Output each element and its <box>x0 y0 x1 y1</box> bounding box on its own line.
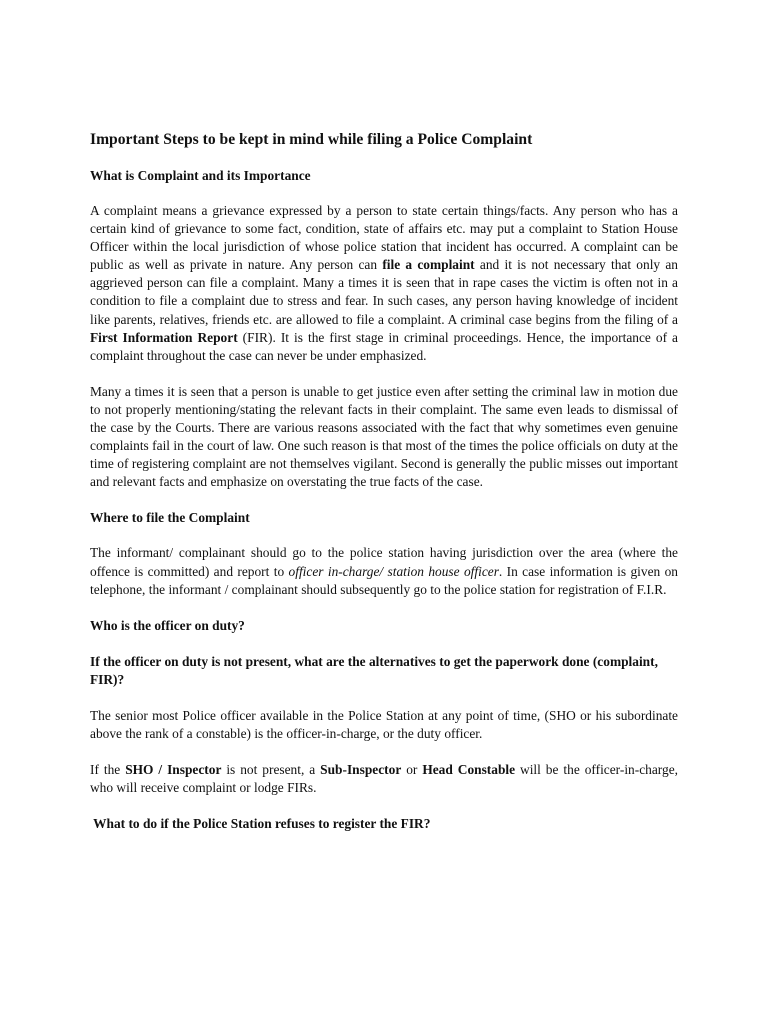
bold-head-constable: Head Constable <box>422 761 516 777</box>
spacer <box>90 689 678 707</box>
spacer <box>90 185 678 202</box>
paragraph-senior-most-officer: The senior most Police officer available in the Police Station at any point of time, (SHO or his subordinate above the rank of a constable) is the officer-in-charge, or the duty officer. <box>90 707 678 741</box>
bold-file-a-complaint: file a complaint <box>382 257 475 273</box>
bold-sho-inspector: SHO / Inspector <box>125 761 222 777</box>
spacer <box>90 797 678 815</box>
spacer <box>90 365 678 383</box>
document-title: Important Steps to be kept in mind while filing a Police Complaint <box>90 131 533 148</box>
paragraph-sho-not-present: If the SHO / Inspector is not present, a Sub-Inspector or Head Constable will be the officer-in-charge, who will receive complaint or lodge FIRs. <box>90 761 678 795</box>
heading-where-to-file: Where to file the Complaint <box>90 510 250 526</box>
heading-what-is-complaint: What is Complaint and its Importance <box>90 168 311 183</box>
paragraph-complaint-definition: A complaint means a grievance expressed by a person to state certain things/facts. Any person who has a certain kind of grievance to some fact, condition, state of affairs etc. may put a complaint to Station House Officer within the local jurisdiction of whose police station that incident has occurred. A complaint can be public as well as private in nature. Any person can file a complaint and it is not necessary that only an aggrieved person can file a complaint. Many a times it is seen that in rape cases the victim is often not in a condition to file a complaint due to stress and fear. In such cases, any person having knowledge of incident like parents, relatives, friends etc. are allowed to file a complaint. A criminal case begins from the filing of a First Information Report (FIR). It is the first stage in criminal proceedings. Hence, the importance of a complaint throughout the case can never be under emphasized. <box>90 203 679 363</box>
italic-officer-in-charge: officer in-charge/ station house officer <box>288 563 499 579</box>
spacer <box>90 599 678 617</box>
bold-sub-inspector: Sub-Inspector <box>320 761 402 777</box>
spacer <box>90 491 678 509</box>
spacer <box>90 527 678 544</box>
paragraph-justice-reasons: Many a times it is seen that a person is unable to get justice even after setting the criminal law in motion due to not properly mentioning/stating the relevant facts in their complaint. The same even leads to dismissal of the case by the Courts. There are various reasons associated with the fact that why sometimes even genuine complaints fail in the court of law. One such reason is that most of the times the police officials on duty at the time of registering complaint are not themselves vigilant. Second is generally the public misses out important and relevant facts and emphasize on overstating the true facts of the case. <box>90 383 678 490</box>
document-page <box>90 130 678 833</box>
heading-police-refuses-fir: What to do if the Police Station refuses to register the FIR? <box>90 816 431 832</box>
paragraph-where-to-file: The informant/ complainant should go to the police station having jurisdiction over the area (where the offence is committed) and report to officer in-charge/ station house officer. In case information is given on telephone, the informant / complainant should subsequently go to the police station for registration of F.I.R. <box>90 545 679 597</box>
heading-officer-on-duty: Who is the officer on duty? <box>90 617 245 633</box>
heading-officer-not-present: If the officer on duty is not present, what are the alternatives to get the paperwork done (complaint, FIR)? <box>90 653 658 687</box>
spacer <box>90 743 678 761</box>
bold-first-information-report: First Information Report <box>90 329 238 345</box>
spacer <box>90 635 678 653</box>
